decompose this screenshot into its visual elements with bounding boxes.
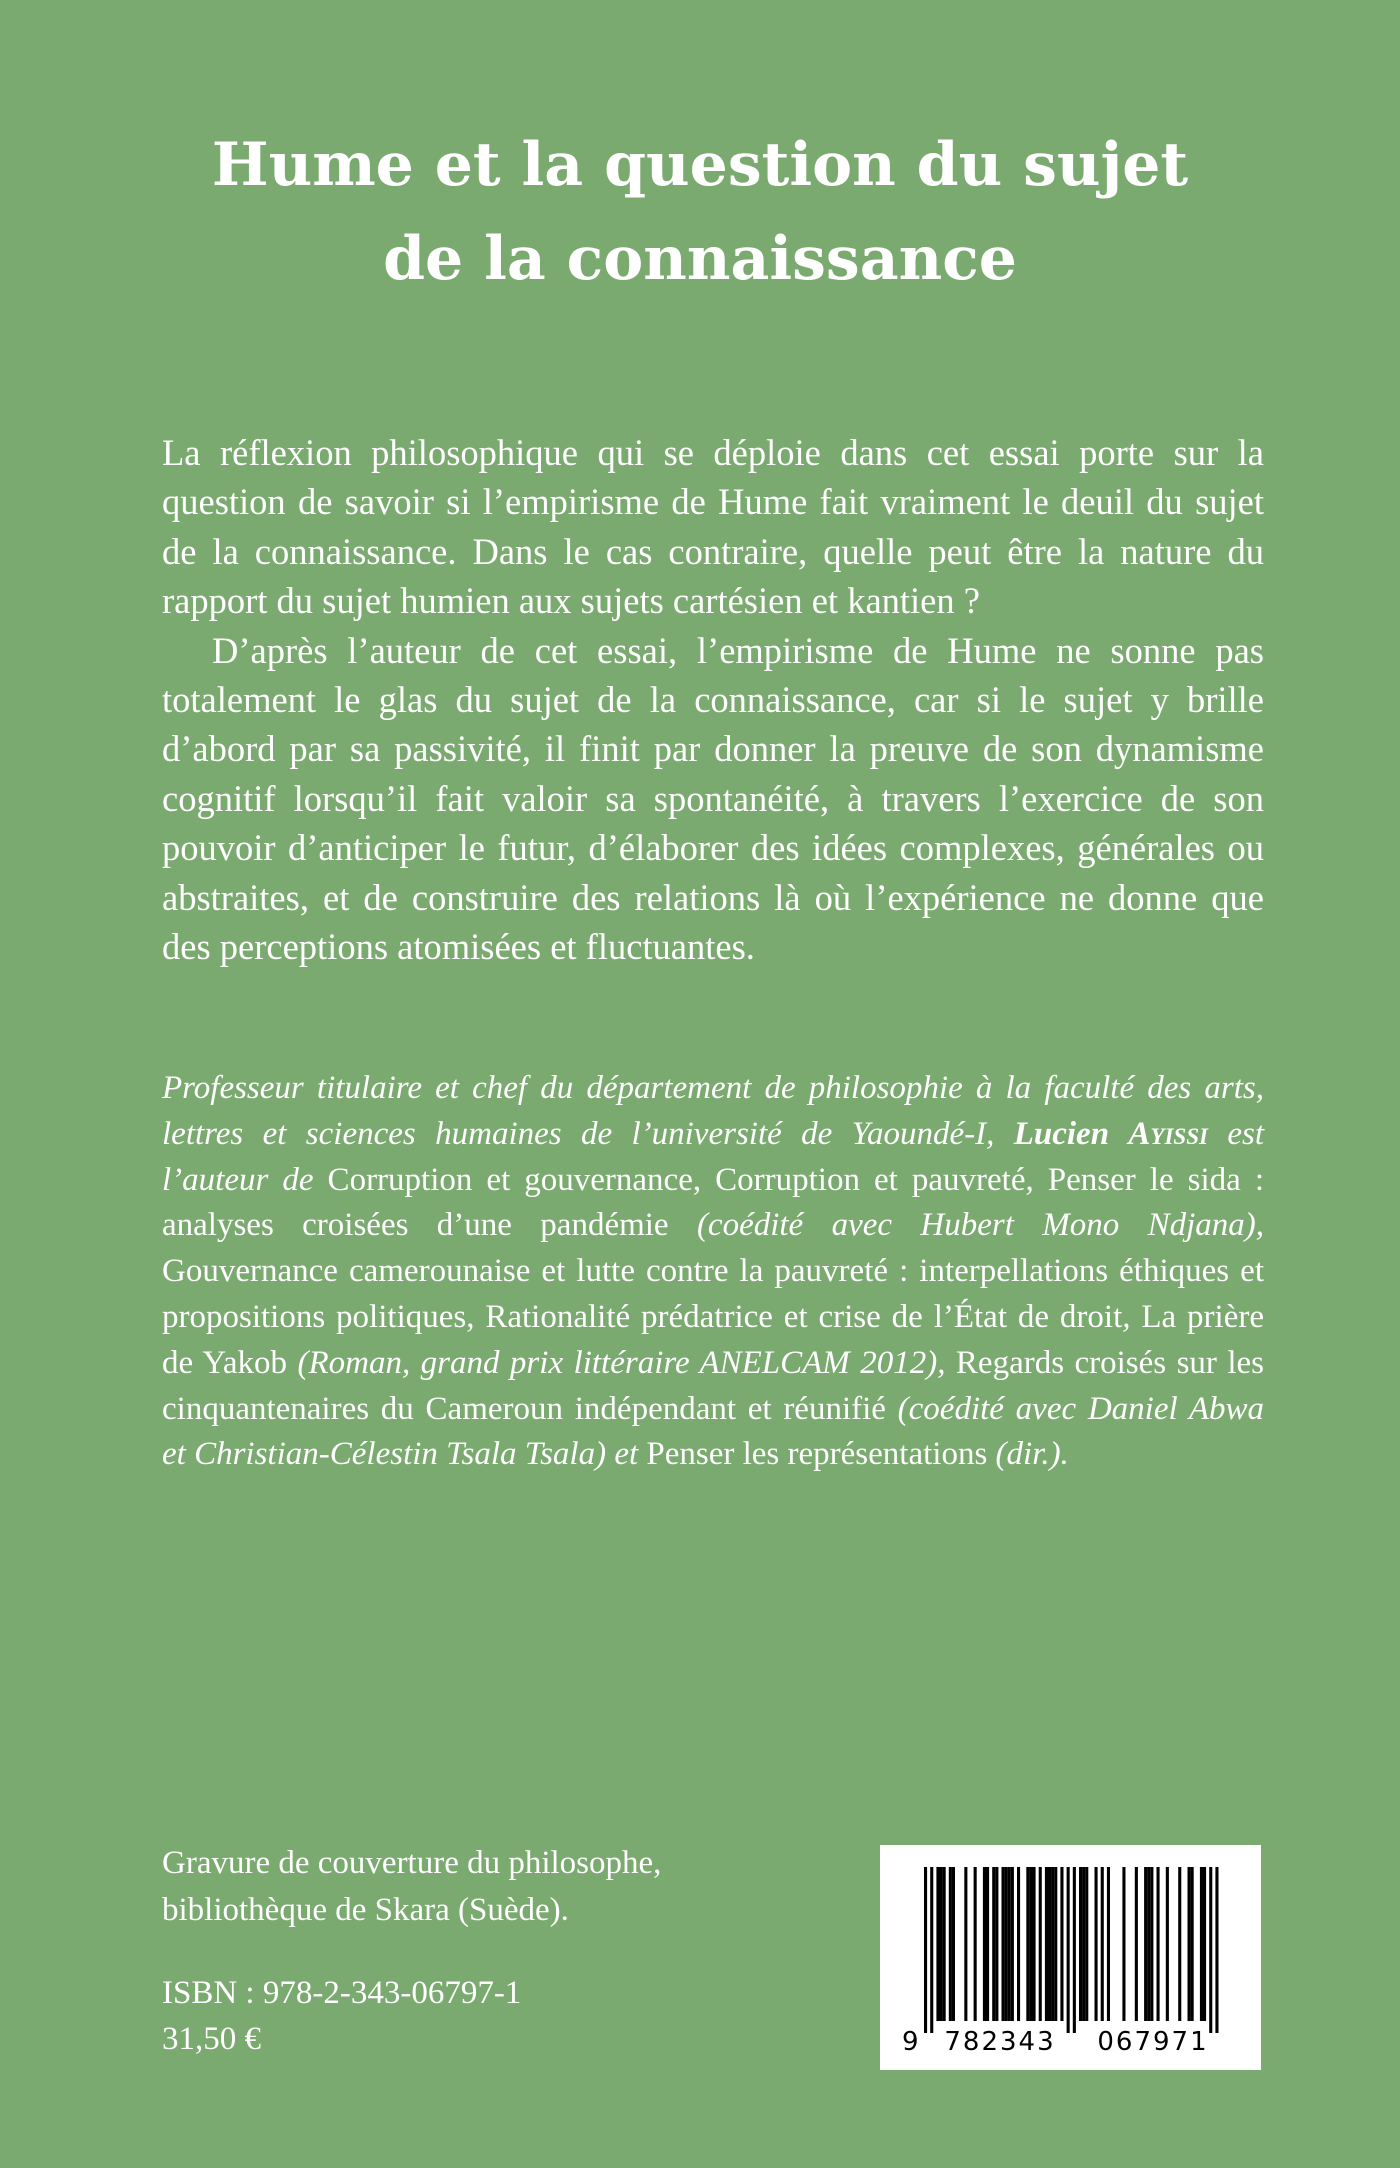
cover-credit-line-2: bibliothèque de Skara (Suède). <box>162 1892 569 1928</box>
bio-note-2: (Roman, grand prix littéraire ANELCAM 2012), <box>297 1344 946 1381</box>
book-title <box>0 118 1400 306</box>
barcode-bar <box>1017 1867 1020 2021</box>
barcode-first-digit: 9 <box>902 2027 919 2057</box>
barcode-icon <box>880 1845 1261 2070</box>
bio-author-suffix: est l’auteur de <box>162 1115 1264 1198</box>
barcode-bar <box>1082 1867 1085 2021</box>
summary-paragraph-1: La réflexion philosophique qui se déploie dans cet essai porte sur la question de savoir si l’empirisme de Hume fait vraiment le deuil du sujet de la connaissance. Dans le cas contraire, quelle peut être la nature du rapport du sujet humien aux sujets cartésien et kantien ? <box>162 432 1264 622</box>
barcode-bar <box>952 1867 955 2021</box>
barcode-bar <box>1008 1867 1011 2021</box>
barcode-bar <box>936 1867 939 2021</box>
cover-credit-line-1: Gravure de couverture du philosophe, <box>162 1845 662 1881</box>
barcode-bar <box>1157 1867 1160 2021</box>
barcode-bar <box>1085 1867 1088 2021</box>
barcode-bar <box>940 1867 943 2021</box>
barcode-bar <box>943 1867 946 2021</box>
barcode-bar <box>986 1867 989 2021</box>
bio-work-1: Corruption et gouvernance, Corruption et pauvreté, Penser le sida : analyses croisées d’une pandémie <box>162 1161 1264 1244</box>
bio-note-3: (coédité avec Daniel Abwa et Christian-Célestin Tsala Tsala) et <box>162 1390 1264 1473</box>
barcode-bar <box>949 1867 952 2021</box>
price: 31,50 € <box>162 2021 261 2057</box>
barcode-right-digits: 067971 <box>1097 2027 1209 2057</box>
barcode-box <box>880 1845 1261 2070</box>
barcode-bar <box>1005 1867 1008 2021</box>
barcode-bar <box>1079 1867 1082 2021</box>
isbn-block <box>162 1970 521 2062</box>
bio-work-3: La prière de Yakob <box>162 1298 1264 1381</box>
barcode-guard-bar <box>1067 1867 1070 2033</box>
barcode-guard-bar <box>1073 1867 1076 2033</box>
cover-credit <box>162 1840 661 1934</box>
barcode-bar <box>974 1867 977 2021</box>
barcode-bar <box>1045 1867 1048 2021</box>
barcode-bar <box>1122 1867 1125 2021</box>
barcode-bar <box>1002 1867 1005 2021</box>
bio-note-1: (coédité avec Hubert Mono Ndjana), <box>696 1207 1264 1244</box>
book-title-line-1: Hume et la question du sujet <box>211 130 1189 200</box>
barcode-bar <box>1039 1867 1042 2021</box>
barcode-left-digits: 782343 <box>944 2027 1056 2057</box>
barcode-bar <box>1029 1867 1032 2021</box>
barcode-guard-bar <box>924 1867 927 2033</box>
bio-work-2: Gouvernance camerounaise et lutte contre la pauvreté : interpellations éthiques et propositions politiques, Rationalité prédatrice et crise de l’État de droit <box>162 1253 1264 1335</box>
author-last-name: Ayissi <box>1128 1115 1208 1152</box>
isbn-number: ISBN : 978-2-343-06797-1 <box>162 1975 522 2011</box>
barcode-bar <box>1200 1867 1203 2021</box>
barcode-bar <box>1095 1867 1098 2021</box>
summary-paragraph-2: D’après l’auteur de cet essai, l’empirisme de Hume ne sonne pas totalement le glas du sujet de la connaissance, car si le sujet y brille d’abord par sa passivité, il finit par donner la preuve de son dynamisme cognitif lorsqu’il fait valoir sa spontanéité, à travers l’exercice de son pouvoir d’anticiper le futur, d’élaborer des idées complexes, générales ou abstraites, et de construire des relations là où l’expérience ne donne que des perceptions atomisées et fluctuantes. <box>162 629 1264 968</box>
barcode-bar <box>1048 1867 1051 2021</box>
barcode-bar <box>1135 1867 1138 2021</box>
barcode-bar <box>1107 1867 1110 2021</box>
book-title-line-2: de la connaissance <box>383 224 1017 294</box>
barcode-bar <box>1051 1867 1054 2021</box>
barcode-bar <box>1144 1867 1147 2021</box>
barcode-bar <box>992 1867 995 2021</box>
barcode-bar <box>964 1867 967 2021</box>
barcode-guard-bar <box>1215 1867 1218 2033</box>
bio-intro: Professeur titulaire et chef du département de philosophie à la faculté des arts, lettres et sciences humaines de l’université de Yaoundé-I, <box>162 1070 1264 1152</box>
barcode-bar <box>1203 1867 1206 2021</box>
barcode-guard-bar <box>930 1867 933 2033</box>
barcode-bar <box>1060 1867 1063 2021</box>
barcode-bar <box>983 1867 986 2021</box>
barcode-bars <box>924 1867 1219 2033</box>
barcode-bar <box>1011 1867 1014 2021</box>
bio-work-5: Penser les représentations <box>638 1436 996 1473</box>
barcode-bar <box>1166 1867 1169 2021</box>
barcode-bar <box>1054 1867 1057 2021</box>
barcode-bar <box>995 1867 998 2021</box>
barcode-bar <box>1033 1867 1036 2021</box>
author-bio-paragraph <box>162 1066 1264 1478</box>
barcode-bar <box>1191 1867 1194 2021</box>
barcode-bar <box>1147 1867 1150 2021</box>
barcode-bar <box>1188 1867 1191 2021</box>
barcode-bar <box>1026 1867 1029 2021</box>
author-bio <box>162 1066 1264 1478</box>
barcode-bar <box>1150 1867 1153 2021</box>
author-name <box>1014 1116 1208 1152</box>
barcode-bar <box>1101 1867 1104 2021</box>
bio-note-4: (dir.). <box>995 1436 1069 1473</box>
barcode-bar <box>1178 1867 1181 2021</box>
bio-comma: , <box>1122 1298 1131 1335</box>
summary-text <box>162 428 1264 971</box>
author-first-name: Lucien <box>1013 1115 1129 1152</box>
bio-work-4: Regards croisés sur les cinquantenaires du Cameroun indépendant et réunifié <box>162 1344 1264 1427</box>
barcode-guard-bar <box>1209 1867 1212 2033</box>
